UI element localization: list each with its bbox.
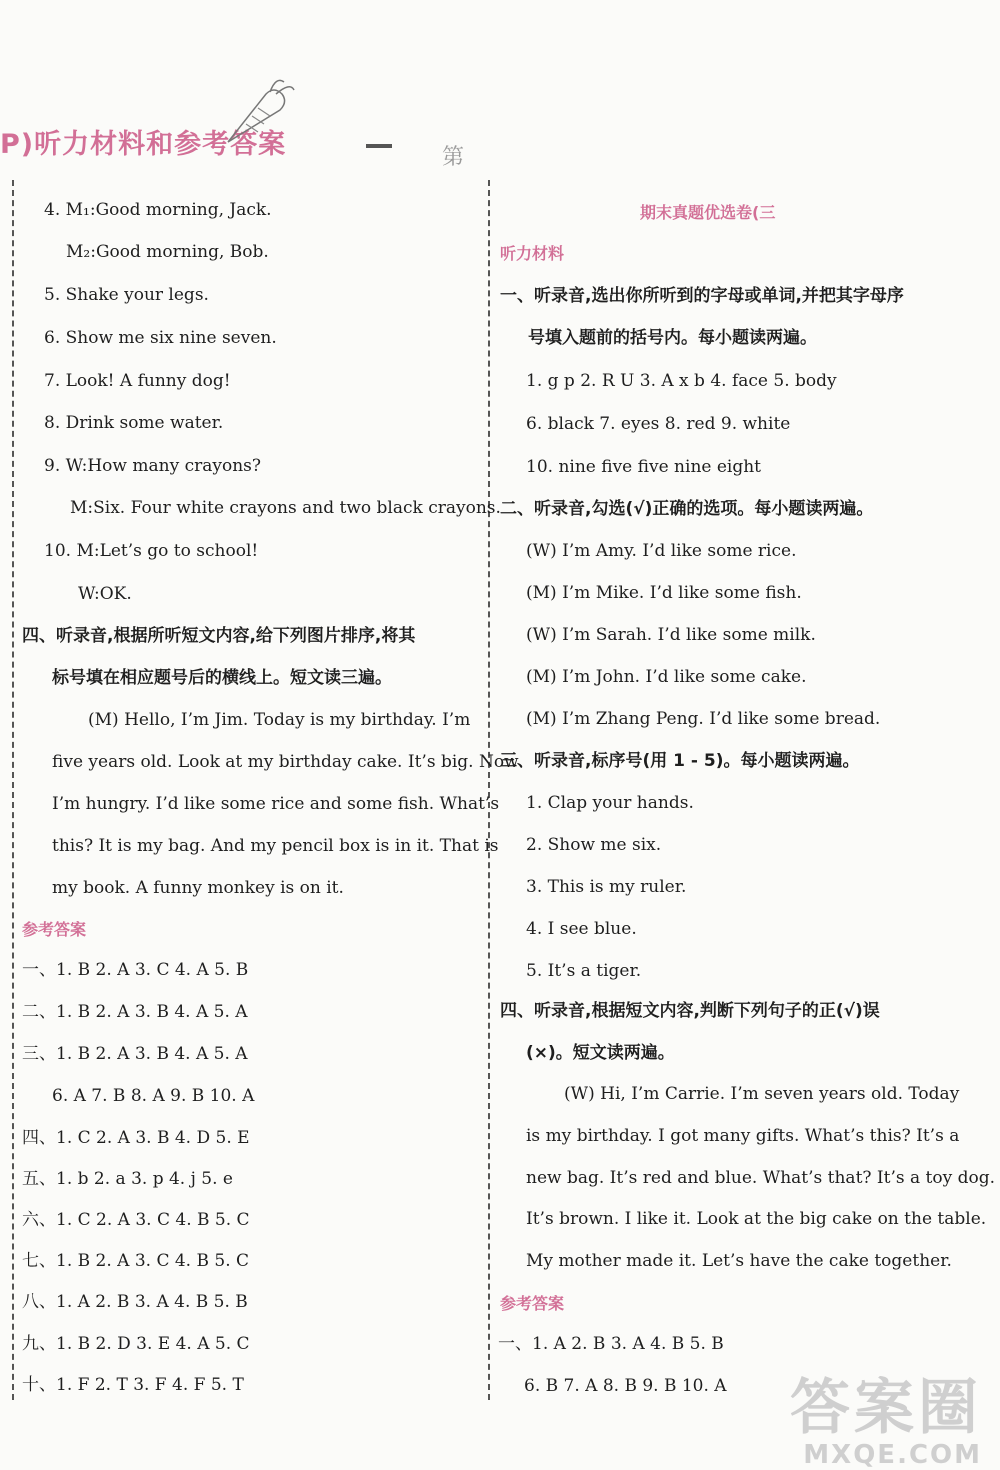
left-line: 一、1. B 2. A 3. C 4. A 5. B: [22, 960, 249, 980]
right-line: (M) I’m Zhang Peng. I’d like some bread.: [526, 709, 881, 729]
right-line: 号填入题前的括号内。每小题读两遍。: [528, 328, 817, 348]
left-line: 8. Drink some water.: [44, 413, 224, 433]
right-line: 6. black 7. eyes 8. red 9. white: [526, 414, 791, 434]
watermark-main: 答案圈: [790, 1373, 982, 1443]
right-line: 1. g p 2. R U 3. A x b 4. face 5. body: [526, 371, 837, 391]
right-line: 一、听录音,选出你所听到的字母或单词,并把其字母序: [500, 286, 904, 306]
right-line: 一、1. A 2. B 3. A 4. B 5. B: [498, 1334, 724, 1354]
left-line: 9. W:How many crayons?: [44, 456, 261, 476]
left-line: 四、听录音,根据所听短文内容,给下列图片排序,将其: [22, 626, 416, 646]
right-line: 4. I see blue.: [526, 919, 637, 939]
right-line: (M) I’m John. I’d like some cake.: [526, 667, 807, 687]
left-line: 十、1. F 2. T 3. F 4. F 5. T: [22, 1375, 244, 1395]
right-line: is my birthday. I got many gifts. What’s this? It’s a: [526, 1126, 960, 1146]
right-line: 10. nine five five nine eight: [526, 457, 762, 477]
left-line: 五、1. b 2. a 3. p 4. j 5. e: [22, 1169, 233, 1189]
left-line: 标号填在相应题号后的横线上。短文读三遍。: [52, 668, 392, 688]
left-line: W:OK.: [78, 584, 132, 604]
right-line: new bag. It’s red and blue. What’s that? It’s a toy dog.: [526, 1168, 996, 1188]
left-line: 九、1. B 2. D 3. E 4. A 5. C: [22, 1334, 250, 1354]
left-line: my book. A funny monkey is on it.: [52, 878, 344, 898]
right-line: 听力材料: [500, 244, 565, 263]
right-line: My mother made it. Let’s have the cake together.: [526, 1251, 952, 1271]
right-line: 参考答案: [500, 1294, 565, 1313]
left-line: 6. Show me six nine seven.: [44, 328, 277, 348]
watermark: [790, 1373, 982, 1470]
right-line: 2. Show me six.: [526, 835, 662, 855]
left-line: 八、1. A 2. B 3. A 4. B 5. B: [22, 1292, 248, 1312]
left-line: five years old. Look at my birthday cake. It’s big. Now: [52, 752, 519, 772]
left-line: M₂:Good morning, Bob.: [66, 242, 269, 262]
right-line: 三、听录音,标序号(用 1 - 5)。每小题读两遍。: [500, 751, 860, 771]
left-line: (M) Hello, I’m Jim. Today is my birthday. I’m: [88, 710, 471, 730]
right-line: 1. Clap your hands.: [526, 793, 694, 813]
left-line: 7. Look! A funny dog!: [44, 371, 231, 391]
left-line: 六、1. C 2. A 3. C 4. B 5. C: [22, 1210, 250, 1230]
left-line: 四、1. C 2. A 3. B 4. D 5. E: [22, 1128, 250, 1148]
left-line: 6. A 7. B 8. A 9. B 10. A: [52, 1086, 255, 1106]
left-line: I’m hungry. I’d like some rice and some fish. What’s: [52, 794, 500, 814]
right-line: (W) Hi, I’m Carrie. I’m seven years old. Today: [564, 1084, 960, 1104]
watermark-url: MXQE.COM: [803, 1440, 982, 1470]
right-line: 6. B 7. A 8. B 9. B 10. A: [524, 1376, 727, 1396]
header-mark: 第: [442, 145, 465, 170]
left-line: 七、1. B 2. A 3. C 4. B 5. C: [22, 1251, 250, 1271]
left-line: 10. M:Let’s go to school!: [44, 541, 259, 561]
page-header-title: P)听力材料和参考答案: [0, 129, 287, 160]
right-column-title: 期末真题优选卷(三: [640, 203, 776, 222]
left-line: 5. Shake your legs.: [44, 285, 209, 305]
left-line: M:Six. Four white crayons and two black crayons.: [70, 498, 501, 518]
carrot-doodle-icon: [218, 72, 298, 152]
left-line: 二、1. B 2. A 3. B 4. A 5. A: [22, 1002, 248, 1022]
left-line: 参考答案: [22, 920, 87, 939]
left-line: 4. M₁:Good morning, Jack.: [44, 200, 272, 220]
right-line: 二、听录音,勾选(√)正确的选项。每小题读两遍。: [500, 499, 874, 519]
right-line: (×)。短文读两遍。: [526, 1043, 675, 1063]
column-divider: [488, 180, 490, 1400]
left-margin-rule: [12, 180, 14, 1400]
right-line: (W) I’m Sarah. I’d like some milk.: [526, 625, 816, 645]
left-line: 三、1. B 2. A 3. B 4. A 5. A: [22, 1044, 248, 1064]
right-line: 四、听录音,根据短文内容,判断下列句子的正(√)误: [500, 1001, 880, 1021]
left-line: this? It is my bag. And my pencil box is in it. That is: [52, 836, 499, 856]
right-line: (W) I’m Amy. I’d like some rice.: [526, 541, 797, 561]
header-dash: [366, 144, 392, 148]
right-line: 5. It’s a tiger.: [526, 961, 642, 981]
right-line: 3. This is my ruler.: [526, 877, 687, 897]
right-line: (M) I’m Mike. I’d like some fish.: [526, 583, 802, 603]
right-line: It’s brown. I like it. Look at the big cake on the table.: [526, 1209, 987, 1229]
